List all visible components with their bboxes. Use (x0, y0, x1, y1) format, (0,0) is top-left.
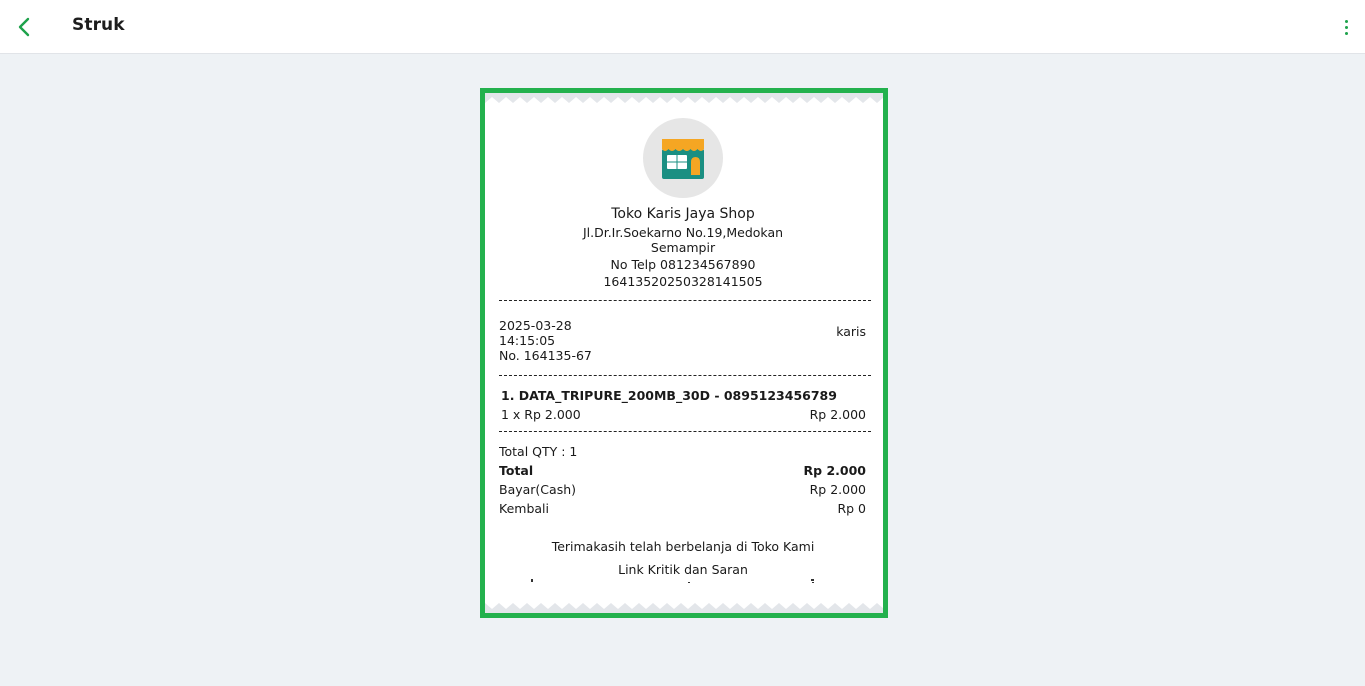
store-name: Toko Karis Jaya Shop (611, 206, 755, 222)
store-phone: No Telp 081234567890 (610, 257, 756, 272)
app-bar (0, 0, 1365, 54)
item-name: 1. DATA_TRIPURE_200MB_30D - 0895123456789 (501, 388, 837, 403)
total-label: Total (499, 463, 534, 478)
more-vertical-icon (1345, 20, 1348, 23)
paid-label: Bayar(Cash) (499, 482, 577, 497)
transaction-number: No. 164135-67 (499, 348, 592, 363)
change-value: Rp 0 (837, 501, 866, 516)
feedback-link-label: Link Kritik dan Saran (618, 562, 748, 577)
total-qty: Total QTY : 1 (499, 444, 578, 459)
page-title: Struk (72, 15, 125, 35)
receipt-truncated-line (499, 575, 867, 583)
store-icon (660, 135, 706, 181)
paid-value: Rp 2.000 (809, 482, 866, 497)
item-qty-price: 1 x Rp 2.000 (501, 407, 581, 422)
total-value: Rp 2.000 (803, 463, 866, 478)
divider (499, 300, 871, 301)
transaction-time: 14:15:05 (499, 333, 556, 348)
thank-you-message: Terimakasih telah berbelanja di Toko Kami (551, 539, 815, 554)
receipt-preview (480, 88, 888, 618)
store-address-line2: Semampir (650, 240, 716, 255)
chevron-left-icon (17, 17, 31, 37)
item-subtotal: Rp 2.000 (809, 407, 866, 422)
receipt-bottom-edge (485, 603, 883, 613)
divider (499, 431, 871, 432)
divider (499, 375, 871, 376)
transaction-id: 16413520250328141505 (603, 274, 763, 289)
store-logo (643, 118, 723, 198)
store-address-line1: Jl.Dr.Ir.Soekarno No.19,Medokan (582, 225, 784, 240)
receipt-paper (499, 93, 871, 583)
cashier-name: karis (836, 324, 866, 339)
change-label: Kembali (499, 501, 549, 516)
back-button[interactable] (8, 10, 40, 44)
transaction-date: 2025-03-28 (499, 318, 572, 333)
more-options-button[interactable] (1335, 12, 1357, 42)
